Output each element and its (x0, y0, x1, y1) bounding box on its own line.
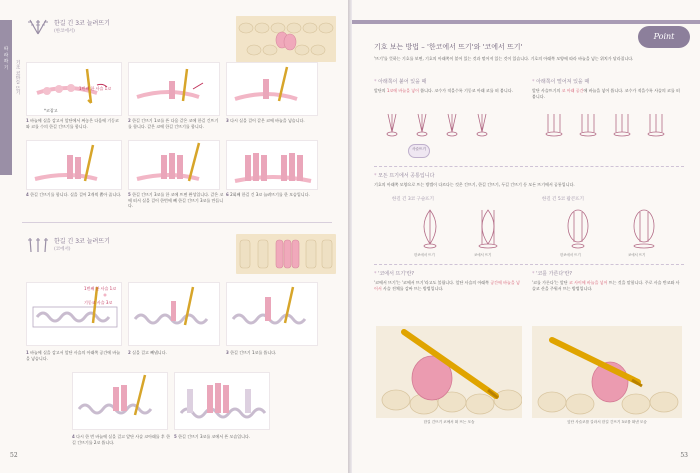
block-b-heading: * 아래쪽이 떨어져 있을 때 (532, 79, 590, 85)
step5-illustration (128, 140, 220, 190)
step2-illustration (128, 62, 220, 116)
block-d-heading: * '코에서 뜨기'란? (374, 271, 415, 277)
step6-illustration (226, 140, 318, 190)
step3-illustration (226, 62, 318, 116)
point-badge: Point (638, 26, 690, 48)
sym-cap-4: 코에서 뜨기 (628, 253, 646, 257)
chain-stitch-bubble: 사슬뜨기 (408, 144, 430, 158)
callout-b-2: 기둥코 사슬 3코 (84, 300, 113, 305)
s2-step1-caption: 1 바늘에 실을 감고서 앞단 사슬의 아래쪽 공간에 바늘을 넣습니다. (26, 350, 121, 361)
block-a-heading: * 아래쪽이 붙어 있을 때 (374, 79, 427, 85)
separated-symbols-icon (542, 108, 682, 138)
dash-divider-2 (374, 264, 684, 265)
photo-caption-right: 앞단 사슬코를 갈라서 한길 긴뜨기 3코를 떠낸 모습 (567, 420, 647, 424)
photo-split-stitch (532, 326, 682, 418)
block-e-body: '코를 가른다'는 앞단 코 사이에 바늘을 넣어 뜨는 것을 말합니다. 주로 사슬 반코와 사슬코 산을 주워서 뜨는 방법입니다. (532, 280, 680, 291)
photo-in-space (376, 326, 522, 418)
side-tab (0, 20, 12, 175)
step4-caption: 4 한길 긴뜨기를 합니다. 실을 걸어 2개씩 뽑아 줍니다. (26, 192, 122, 197)
left-page (0, 0, 348, 473)
section1-header (26, 18, 110, 36)
s2-step3-caption: 3 한길 긴뜨기 1코를 뜹니다. (226, 350, 277, 355)
section-divider (22, 222, 332, 223)
block-b-body: 앞단 사슬뜨기의 코 아래 공간에 바늘을 넣어 뜹니다. 코수가 적을수록 사슬의 코를 떠 봅니다. (532, 88, 680, 99)
s2-step4-caption: 4 다시 한 번 바늘에 실을 걸고 앞단 사슬 코아래를 후 한길 긴뜨기를 2코 뜹니다. (72, 434, 170, 445)
callout-a-2: 1번째 한 사슬 1코 (84, 286, 117, 291)
s2-step1-illustration (26, 282, 122, 346)
s2-step4-illustration (72, 372, 168, 430)
popcorn-symbols-icon (548, 206, 678, 250)
callout-b-1: *코잡고 (44, 108, 58, 113)
category-left: 한길 긴 3코 구슬뜨기 (392, 197, 434, 202)
photo-caption-left: 한길 긴뜨기 코에서 떠 뜨는 모습 (423, 420, 475, 424)
block-e-heading: * '코를 가른다'란? (532, 271, 573, 277)
triple-treble-symbol-icon (26, 18, 50, 36)
section2-subtitle: (코에서) (54, 247, 71, 252)
s2-step5-illustration (174, 372, 270, 430)
side-tab-text: 따 라 하 기 (3, 46, 8, 70)
side-sub-text: 기초 코바늘 뜨기 (15, 60, 20, 95)
right-page (352, 0, 700, 473)
joined-symbols-icon (382, 108, 502, 138)
triple-treble-apart-symbol-icon (26, 236, 50, 254)
point-band (352, 20, 700, 24)
step5-caption: 5 한길 긴뜨기 3코를 한 코에 뜨면 완성입니다. 같은 코에 떠서 실을 걸어 한번에 빼 한길 긴뜨기 3코를 만듭니다. (128, 192, 224, 208)
s2-step2-illustration (128, 282, 220, 346)
block-a-body: 앞단의 1코에 바늘을 넣어 뜹니다. 코수가 적을수록 기둥코 아래 코를 떠 봅니다. (374, 88, 513, 93)
left-page-number: 52 (10, 452, 18, 459)
right-page-intro: '뜨기'를 뜻하는 기호를 보면, 기호의 아래쪽이 붙어 있는 것과 떨어져 있는 것이 있습니다. 기호의 아래쪽 모양에 따라 바늘을 넣는 위치가 달라집니다. (374, 56, 634, 61)
dash-divider-1 (374, 166, 684, 167)
bobble-symbols-icon (408, 206, 518, 250)
section1-subtitle: (한코에서) (54, 29, 75, 34)
right-page-number: 53 (680, 452, 688, 459)
swatch-photo-2 (236, 234, 336, 274)
block-c-body: 기호의 아래쪽 모양으로 뜨는 방법이 다르다는 것은 긴뜨기, 한길 긴뜨기, 두길 긴뜨기 등 모든 뜨기에서 공통입니다. (374, 182, 575, 187)
callout-a-1: 1번째 한 사슬 1코 (79, 86, 112, 91)
section2-header (26, 236, 110, 254)
step3-caption: 3 다시 실을 걸어 같은 코에 바늘을 넣습니다. (226, 118, 305, 123)
sym-cap-2: 코에서 뜨기 (474, 253, 492, 257)
step2-caption: 2 한길 긴뜨기 1코를 뜬 다음 같은 코에 한길 긴뜨기를 합니다. 같은 코에 한길 긴뜨기를 합니다. (128, 118, 219, 129)
step6-caption: 6 2회째 한길 긴 3코 늘려뜨기를 한 모습입니다. (226, 192, 310, 197)
block-d-body: '코에서 뜨기'는 '코에서 뜨기'라고도 불립니다. 앞단 사슬의 아래쪽 공간에 바늘을 넣어서 사슬 전체를 감싸 뜨는 방법입니다. (374, 280, 520, 291)
s2-step3-illustration (226, 282, 318, 346)
section2-title: 한길 긴 3코 늘려뜨기 (54, 238, 110, 245)
section1-title: 한길 긴 3코 늘려뜨기 (54, 20, 110, 27)
block-c-heading: * 모든 뜨기에서 공통입니다 (374, 173, 435, 179)
s2-step5-caption: 5 한길 긴뜨기 3코를 코에서 뜬 모습입니다. (174, 434, 251, 439)
sym-cap-1: 한코에서 뜨기 (414, 253, 435, 257)
step4-illustration (26, 140, 122, 190)
step1-caption: 1 바늘에 실을 감고서 앞단에서 짜놓은 다음에 기둥코와 코를 수의 한길 긴뜨기를 합니다. (26, 118, 119, 129)
s2-step2-caption: 2 실을 걸고 빼냅니다. (128, 350, 167, 355)
swatch-photo-1 (236, 16, 336, 62)
right-page-title: 기호 보는 방법 – '한코에서 뜨기'와 '코에서 뜨기' (374, 43, 523, 51)
category-right: 한길 긴 5코 팝콘뜨기 (542, 197, 584, 202)
sym-cap-3: 한코에서 뜨기 (560, 253, 581, 257)
